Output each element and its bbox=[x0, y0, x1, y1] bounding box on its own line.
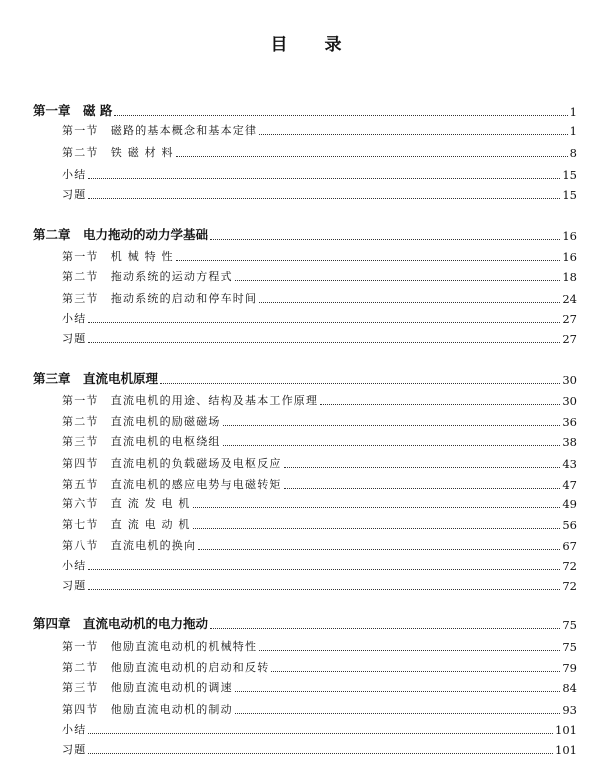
toc-section[interactable] bbox=[62, 310, 577, 326]
page-number: 27 bbox=[562, 332, 577, 346]
section-title: 习题 bbox=[62, 188, 87, 201]
section-title: 小结 bbox=[62, 312, 87, 325]
dot-leader bbox=[223, 425, 561, 426]
toc-section[interactable] bbox=[62, 433, 577, 449]
page-number: 15 bbox=[562, 188, 577, 202]
chapter-title: 第三章 直流电机原理 bbox=[33, 371, 159, 386]
section-title: 第一节 他励直流电动机的机械特性 bbox=[62, 640, 258, 653]
page-number: 101 bbox=[555, 723, 577, 737]
toc-section[interactable] bbox=[62, 166, 577, 182]
section-title: 第三节 他励直流电动机的调速 bbox=[62, 681, 233, 694]
page-number: 8 bbox=[569, 146, 577, 160]
section-title: 小结 bbox=[62, 723, 87, 736]
dot-leader bbox=[176, 260, 561, 261]
page-number: 43 bbox=[562, 457, 577, 471]
section-title: 第一节 磁路的基本概念和基本定律 bbox=[62, 124, 258, 137]
toc-section[interactable] bbox=[62, 516, 577, 532]
dot-leader bbox=[198, 549, 560, 550]
toc-chapter-3[interactable] bbox=[33, 371, 577, 387]
section-title: 第四节 他励直流电动机的制动 bbox=[62, 703, 233, 716]
dot-leader bbox=[160, 383, 560, 384]
page-number: 84 bbox=[562, 681, 577, 695]
toc-section[interactable] bbox=[62, 721, 577, 737]
toc-section[interactable] bbox=[62, 455, 577, 471]
toc-section[interactable] bbox=[62, 186, 577, 202]
page-number: 18 bbox=[562, 270, 577, 284]
toc-section[interactable] bbox=[62, 557, 577, 573]
page-number: 56 bbox=[562, 518, 577, 532]
toc-section[interactable] bbox=[62, 701, 577, 717]
dot-leader bbox=[88, 753, 553, 754]
page-number: 36 bbox=[562, 415, 577, 429]
dot-leader bbox=[235, 691, 561, 692]
page-number: 101 bbox=[555, 743, 577, 757]
section-title: 第四节 直流电机的负载磁场及电枢反应 bbox=[62, 457, 282, 470]
section-title: 第二节 他励直流电动机的启动和反转 bbox=[62, 661, 270, 674]
chapter-title: 第二章 电力拖动的动力学基础 bbox=[33, 227, 209, 242]
section-title: 第三节 拖动系统的启动和停车时间 bbox=[62, 292, 258, 305]
dot-leader bbox=[210, 239, 560, 240]
section-title: 第六节 直 流 发 电 机 bbox=[62, 497, 191, 510]
dot-leader bbox=[88, 569, 560, 570]
page-number: 75 bbox=[562, 640, 577, 654]
section-title: 第三节 直流电机的电枢绕组 bbox=[62, 435, 221, 448]
page-number: 1 bbox=[569, 105, 577, 119]
toc-section[interactable] bbox=[62, 268, 577, 284]
section-title: 第七节 直 流 电 动 机 bbox=[62, 518, 191, 531]
dot-leader bbox=[88, 198, 560, 199]
page-number: 24 bbox=[562, 292, 577, 306]
dot-leader bbox=[193, 528, 561, 529]
toc-section[interactable] bbox=[62, 659, 577, 675]
page-title: 目 录 bbox=[270, 35, 343, 55]
section-title: 习题 bbox=[62, 743, 87, 756]
toc-section[interactable] bbox=[62, 741, 577, 757]
toc-chapter-4[interactable] bbox=[33, 616, 577, 632]
chapter-title: 第四章 直流电动机的电力拖动 bbox=[33, 616, 209, 631]
toc-section[interactable] bbox=[62, 413, 577, 429]
toc-section[interactable] bbox=[62, 248, 577, 264]
page-number: 49 bbox=[562, 497, 577, 511]
section-title: 第二节 直流电机的励磁磁场 bbox=[62, 415, 221, 428]
page-number: 16 bbox=[562, 250, 577, 264]
page-number: 47 bbox=[562, 478, 577, 492]
toc-chapter-2[interactable] bbox=[33, 227, 577, 243]
section-title: 第一节 直流电机的用途、结构及基本工作原理 bbox=[62, 394, 319, 407]
dot-leader bbox=[235, 280, 561, 281]
toc-section[interactable] bbox=[62, 122, 577, 138]
dot-leader bbox=[259, 650, 560, 651]
page-number: 72 bbox=[562, 559, 577, 573]
section-title: 小结 bbox=[62, 168, 87, 181]
dot-leader bbox=[223, 445, 561, 446]
dot-leader bbox=[88, 342, 560, 343]
dot-leader bbox=[88, 733, 553, 734]
toc-section[interactable] bbox=[62, 290, 577, 306]
section-title: 习题 bbox=[62, 332, 87, 345]
page-number: 38 bbox=[562, 435, 577, 449]
dot-leader bbox=[88, 589, 560, 590]
page-number: 27 bbox=[562, 312, 577, 326]
dot-leader bbox=[88, 322, 560, 323]
section-title: 小结 bbox=[62, 559, 87, 572]
toc-section[interactable] bbox=[62, 330, 577, 346]
toc-chapter-1[interactable] bbox=[33, 103, 577, 119]
toc-section[interactable] bbox=[62, 495, 577, 511]
page-number: 1 bbox=[569, 124, 577, 138]
dot-leader bbox=[176, 156, 568, 157]
page-number: 79 bbox=[562, 661, 577, 675]
toc-section[interactable] bbox=[62, 638, 577, 654]
section-title: 第二节 拖动系统的运动方程式 bbox=[62, 270, 233, 283]
dot-leader bbox=[284, 488, 561, 489]
section-title: 第八节 直流电机的换向 bbox=[62, 539, 197, 552]
toc-section[interactable] bbox=[62, 679, 577, 695]
toc-section[interactable] bbox=[62, 537, 577, 553]
section-title: 第一节 机 械 特 性 bbox=[62, 250, 174, 263]
dot-leader bbox=[271, 671, 560, 672]
page-number: 15 bbox=[562, 168, 577, 182]
dot-leader bbox=[210, 628, 560, 629]
toc-section[interactable] bbox=[62, 392, 577, 408]
section-title: 习题 bbox=[62, 579, 87, 592]
dot-leader bbox=[193, 507, 561, 508]
dot-leader bbox=[284, 467, 561, 468]
page-number: 16 bbox=[562, 229, 577, 243]
toc-section[interactable] bbox=[62, 577, 577, 593]
dot-leader bbox=[320, 404, 560, 405]
dot-leader bbox=[235, 713, 561, 714]
page-number: 93 bbox=[562, 703, 577, 717]
toc-section[interactable] bbox=[62, 144, 577, 160]
page-number: 75 bbox=[562, 618, 577, 632]
chapter-title: 第一章 磁 路 bbox=[33, 103, 113, 118]
page-number: 67 bbox=[562, 539, 577, 553]
page-number: 30 bbox=[562, 373, 577, 387]
page-number: 30 bbox=[562, 394, 577, 408]
section-title: 第五节 直流电机的感应电势与电磁转矩 bbox=[62, 478, 282, 491]
dot-leader bbox=[88, 178, 560, 179]
section-title: 第二节 铁 磁 材 料 bbox=[62, 146, 174, 159]
page-number: 72 bbox=[562, 579, 577, 593]
toc-section[interactable] bbox=[62, 476, 577, 492]
dot-leader bbox=[259, 302, 560, 303]
dot-leader bbox=[259, 134, 567, 135]
dot-leader bbox=[114, 115, 567, 116]
